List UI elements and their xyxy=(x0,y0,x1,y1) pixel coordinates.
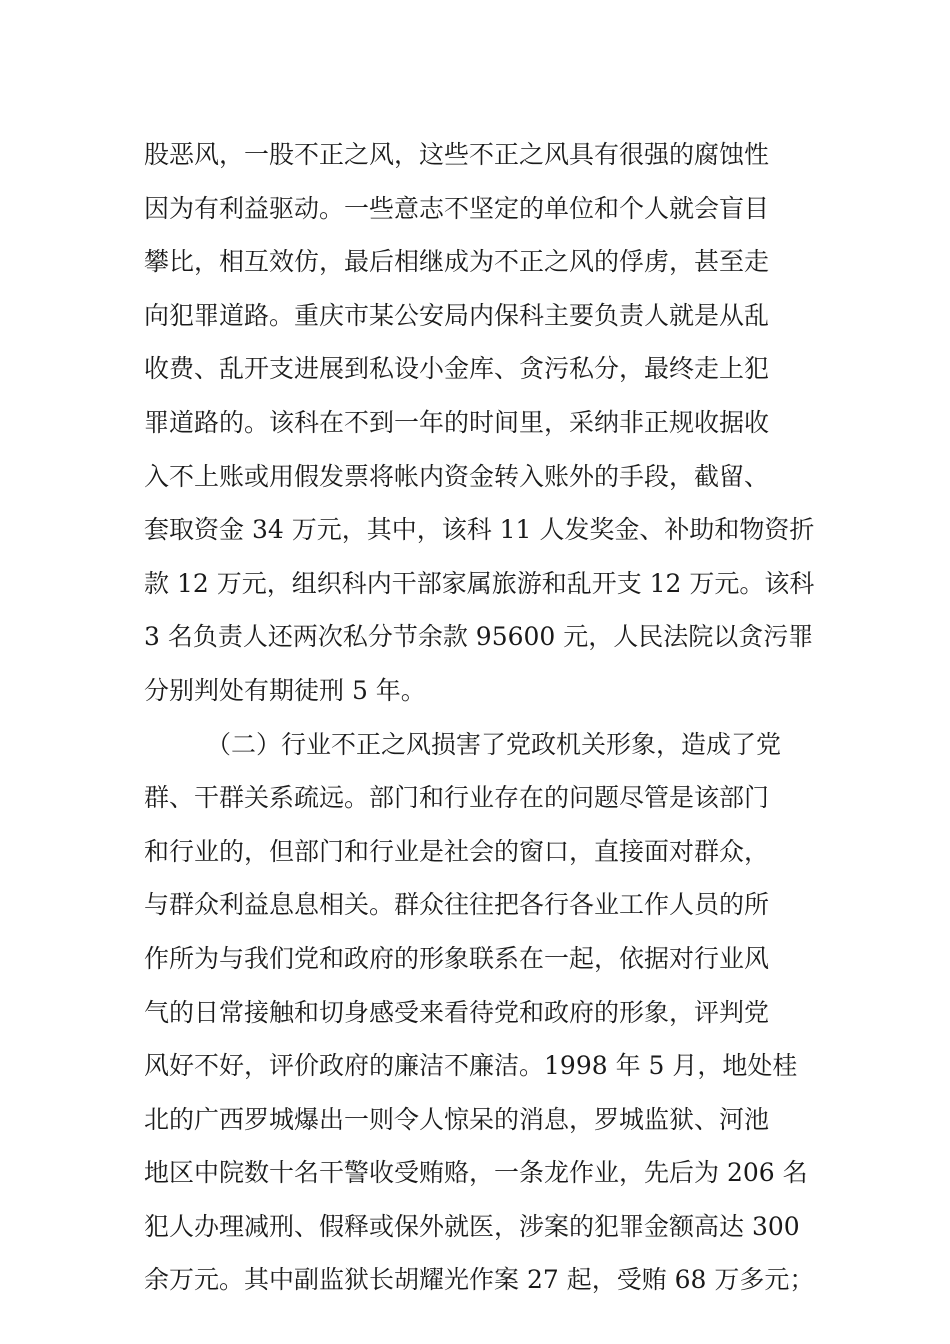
text-line: 因为有利益驱动。一些意志不坚定的单位和个人就会盲目 xyxy=(144,193,770,223)
text-line: 与群众利益息息相关。群众往往把各行各业工作人员的所 xyxy=(144,890,770,920)
text-line: 群、干群关系疏远。部门和行业存在的问题尽管是该部门 xyxy=(144,783,770,813)
text-line: 犯人办理减刑、假释或保外就医，涉案的犯罪金额高达 300 xyxy=(144,1211,800,1241)
text-line: 向犯罪道路。重庆市某公安局内保科主要负责人就是从乱 xyxy=(144,300,770,330)
text-line: 地区中院数十名干警收受贿赂，一条龙作业，先后为 206 名 xyxy=(144,1158,808,1188)
text-line: 罪道路的。该科在不到一年的时间里，采纳非正规收据收 xyxy=(144,407,770,437)
text-line: 北的广西罗城爆出一则令人惊呆的消息，罗城监狱、河池 xyxy=(144,1104,770,1134)
text-line: 入不上账或用假发票将帐内资金转入账外的手段，截留、 xyxy=(144,461,770,491)
text-line: 余万元。其中副监狱长胡耀光作案 27 起，受贿 68 万多元； xyxy=(144,1265,815,1295)
text-line: 分别判处有期徒刑 5 年。 xyxy=(144,675,426,705)
text-line: 股恶风，一股不正之风，这些不正之风具有很强的腐蚀性 xyxy=(144,140,770,169)
text-line: 套取资金 34 万元，其中，该科 11 人发奖金、补助和物资折 xyxy=(144,515,815,545)
text-line: 作所为与我们党和政府的形象联系在一起，依据对行业风 xyxy=(144,943,770,973)
paragraph-first-line: （二）行业不正之风损害了党政机关形象，造成了党 xyxy=(206,729,782,759)
text-line: 攀比，相互效仿，最后相继成为不正之风的俘虏，甚至走 xyxy=(144,247,770,277)
text-line: 3 名负责人还两次私分节余款 95600 元，人民法院以贪污罪 xyxy=(144,622,814,652)
body-text xyxy=(144,128,816,1307)
text-line: 和行业的，但部门和行业是社会的窗口，直接面对群众， xyxy=(144,836,770,866)
text-line: 收费、乱开支进展到私设小金库、贪污私分，最终走上犯 xyxy=(144,354,770,384)
text-line: 气的日常接触和切身感受来看待党和政府的形象，评判党 xyxy=(144,997,770,1027)
text-line: 风好不好，评价政府的廉洁不廉洁。1998 年 5 月，地处桂 xyxy=(144,1051,798,1081)
text-line: 款 12 万元，组织科内干部家属旅游和乱开支 12 万元。该科 xyxy=(144,568,815,598)
